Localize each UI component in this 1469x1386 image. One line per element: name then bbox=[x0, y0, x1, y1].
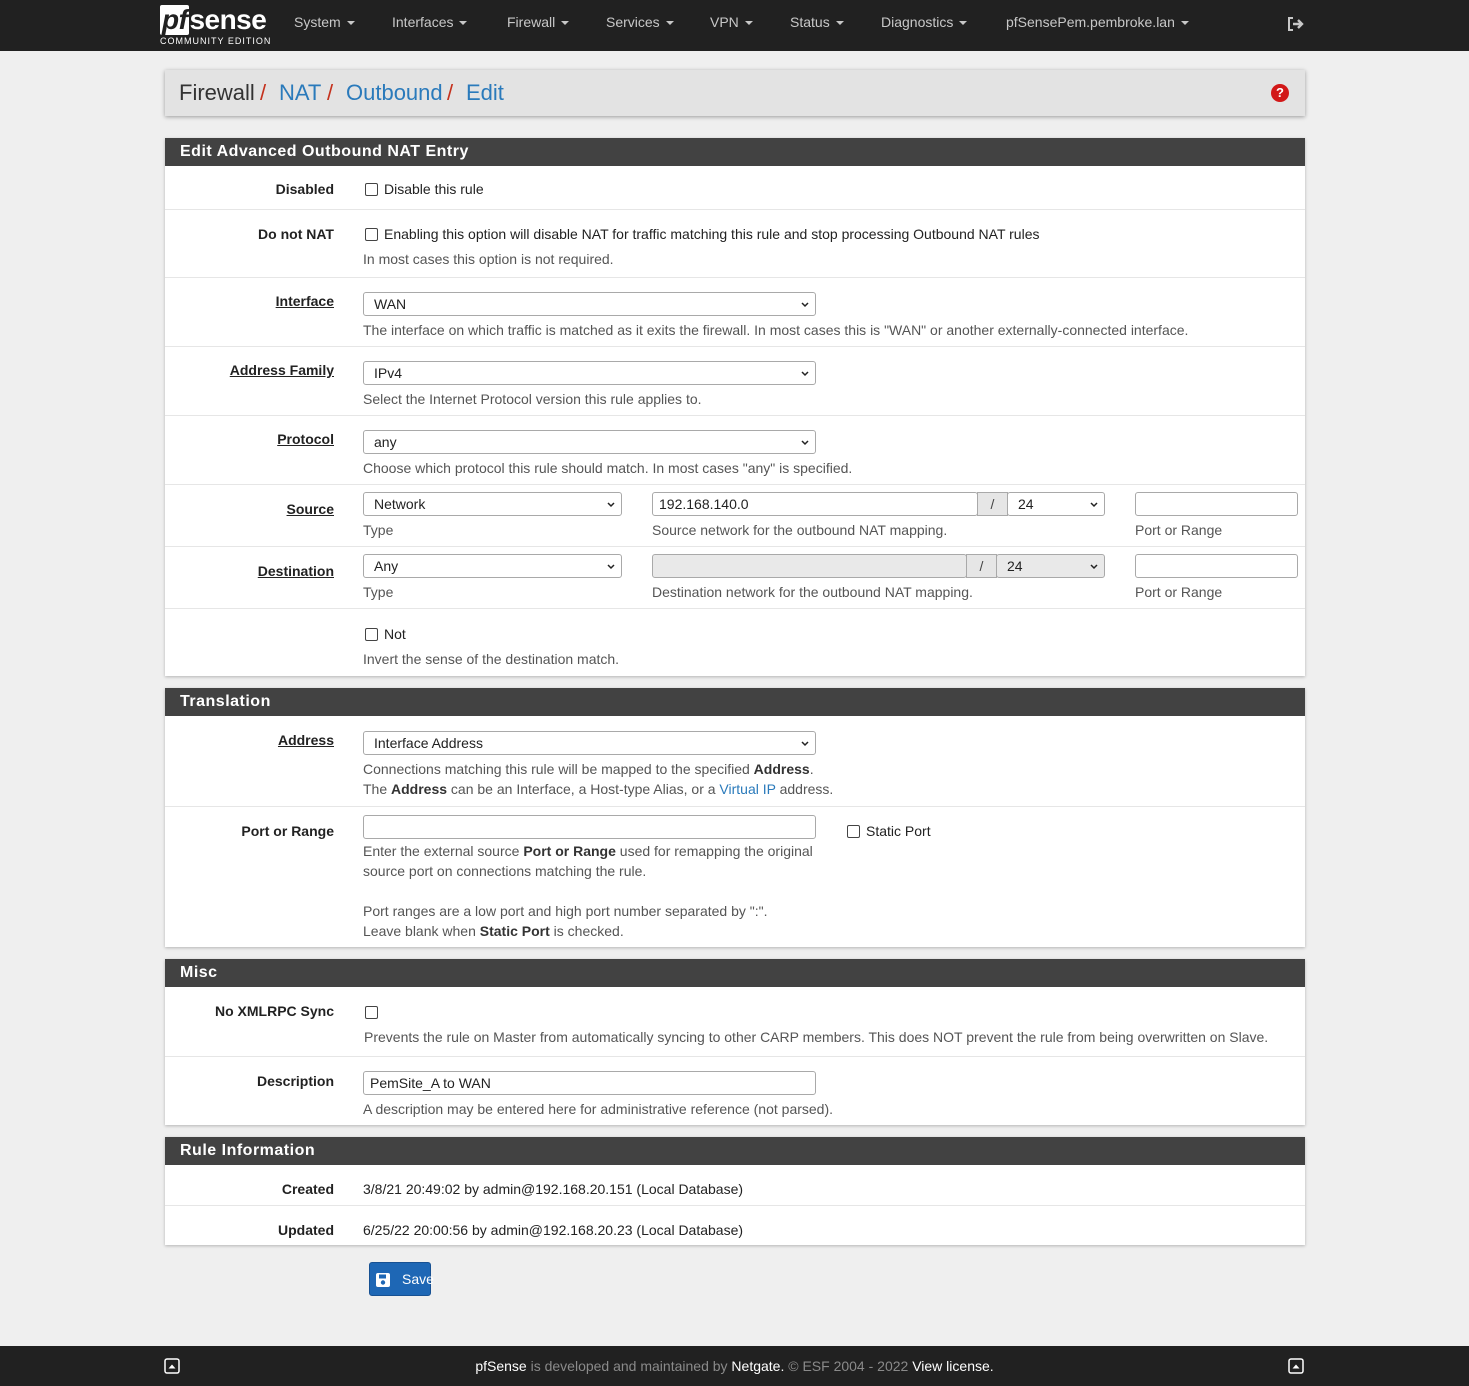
caret-down-icon bbox=[1181, 21, 1189, 25]
port-range-label: Port or Range bbox=[241, 823, 334, 839]
nav-diagnostics[interactable]: Diagnostics bbox=[881, 14, 967, 30]
breadcrumb-edit[interactable]: Edit bbox=[466, 80, 504, 105]
disabled-label: Disabled bbox=[275, 181, 334, 197]
not-row bbox=[165, 608, 1305, 676]
interface-label[interactable]: Interface bbox=[275, 293, 334, 309]
checkbox-box[interactable] bbox=[365, 183, 378, 196]
address-family-help: Select the Internet Protocol version this rule applies to. bbox=[363, 391, 702, 407]
source-type-select[interactable]: Network bbox=[363, 492, 622, 516]
protocol-row bbox=[165, 415, 1305, 484]
virtual-ip-link[interactable]: Virtual IP bbox=[719, 781, 776, 797]
chevron-down-icon bbox=[1090, 563, 1098, 571]
nav-firewall[interactable]: Firewall bbox=[507, 14, 569, 30]
interface-help: The interface on which traffic is matched as it exits the firewall. In most cases this is "WAN" or another externally-connected interface. bbox=[363, 322, 1189, 338]
destination-mask-select[interactable]: 24 bbox=[996, 554, 1105, 578]
chevron-down-icon bbox=[801, 439, 809, 447]
family-row bbox=[165, 346, 1305, 415]
description-label: Description bbox=[256, 1073, 334, 1089]
source-port-input[interactable] bbox=[1135, 492, 1298, 516]
description-row bbox=[165, 1056, 1305, 1125]
translation-panel bbox=[165, 688, 1305, 947]
breadcrumb-separator: / bbox=[447, 80, 454, 105]
updated-value: 6/25/22 20:00:56 by admin@192.168.20.23 (Local Database) bbox=[363, 1222, 744, 1238]
destination-network-input[interactable] bbox=[652, 554, 967, 578]
rule-info-panel bbox=[165, 1137, 1305, 1245]
caret-down-icon bbox=[347, 21, 355, 25]
created-label: Created bbox=[281, 1181, 334, 1197]
description-input[interactable]: PemSite_A to WAN bbox=[363, 1071, 816, 1095]
caret-down-icon bbox=[836, 21, 844, 25]
mask-separator: / bbox=[966, 554, 997, 578]
donotnat-checkbox[interactable]: Enabling this option will disable NAT for traffic matching this rule and stop processing Outbound NAT rules bbox=[365, 226, 1040, 242]
source-type-help: Type bbox=[363, 522, 394, 538]
chevron-down-icon bbox=[801, 370, 809, 378]
address-row bbox=[165, 716, 1305, 806]
caret-down-icon bbox=[666, 21, 674, 25]
protocol-select[interactable]: any bbox=[363, 430, 816, 454]
destination-network-help: Destination network for the outbound NAT mapping. bbox=[652, 584, 973, 600]
translation-port-input[interactable] bbox=[363, 815, 816, 839]
chevron-down-icon bbox=[801, 301, 809, 309]
chevron-down-icon bbox=[801, 740, 809, 748]
source-network-help: Source network for the outbound NAT mapping. bbox=[652, 522, 948, 538]
logout-icon[interactable] bbox=[1286, 15, 1304, 33]
nav-vpn[interactable]: VPN bbox=[710, 14, 753, 30]
translation-address-select[interactable]: Interface Address bbox=[363, 731, 816, 755]
breadcrumb-separator: / bbox=[260, 80, 267, 105]
help-icon[interactable]: ? bbox=[1271, 84, 1289, 102]
source-label[interactable]: Source bbox=[286, 501, 334, 517]
static-port-checkbox[interactable]: Static Port bbox=[847, 823, 931, 839]
address-label[interactable]: Address bbox=[277, 732, 334, 748]
source-port-help: Port or Range bbox=[1135, 522, 1223, 538]
destination-port-help: Port or Range bbox=[1135, 584, 1223, 600]
checkbox-box[interactable] bbox=[365, 1006, 378, 1019]
nav-status[interactable]: Status bbox=[790, 14, 844, 30]
panel-title: Translation bbox=[165, 688, 1305, 716]
breadcrumb-firewall: Firewall bbox=[179, 80, 255, 105]
donotnat-row bbox=[165, 209, 1305, 277]
breadcrumb bbox=[165, 70, 1305, 116]
chevron-down-icon bbox=[607, 563, 615, 571]
not-help: Invert the sense of the destination match. bbox=[363, 651, 620, 667]
interface-row bbox=[165, 277, 1305, 346]
nav-hostname[interactable]: pfSensePem.pembroke.lan bbox=[1006, 14, 1189, 30]
pfsense-logo[interactable]: pfsense COMMUNITY EDITION bbox=[160, 4, 272, 46]
footer bbox=[0, 1346, 1469, 1386]
updated-row bbox=[165, 1205, 1305, 1245]
protocol-label[interactable]: Protocol bbox=[277, 431, 334, 447]
caret-down-icon bbox=[959, 21, 967, 25]
save-button[interactable]: Save bbox=[369, 1262, 431, 1296]
port-range-help: Enter the external source Port or Range used for remapping the original source port on connections matching the rule. Port ranges are a low port and high port number separated by ":". Leave blank when Static Port is checked. bbox=[363, 843, 813, 939]
destination-type-help: Type bbox=[363, 584, 394, 600]
created-value: 3/8/21 20:49:02 by admin@192.168.20.151 (Local Database) bbox=[363, 1181, 744, 1197]
donotnat-label: Do not NAT bbox=[258, 226, 334, 242]
updated-label: Updated bbox=[278, 1222, 334, 1238]
checkbox-box[interactable] bbox=[847, 825, 860, 838]
breadcrumb-outbound[interactable]: Outbound bbox=[346, 80, 443, 105]
not-checkbox[interactable]: Not bbox=[365, 626, 406, 642]
checkbox-box[interactable] bbox=[365, 228, 378, 241]
interface-select[interactable]: WAN bbox=[363, 292, 816, 316]
xmlrpc-help: Prevents the rule on Master from automatically syncing to other CARP members. This does NOT prevent the rule from being overwritten on Slave. bbox=[364, 1029, 1269, 1045]
destination-port-input[interactable] bbox=[1135, 554, 1298, 578]
misc-panel bbox=[165, 959, 1305, 1125]
destination-row bbox=[165, 546, 1305, 608]
chevron-down-icon bbox=[1090, 501, 1098, 509]
floppy-icon bbox=[375, 1272, 391, 1288]
xmlrpc-checkbox[interactable] bbox=[365, 1004, 384, 1020]
breadcrumb-nat[interactable]: NAT bbox=[279, 80, 322, 105]
source-row bbox=[165, 484, 1305, 546]
destination-type-select[interactable]: Any bbox=[363, 554, 622, 578]
xmlrpc-label: No XMLRPC Sync bbox=[214, 1003, 334, 1019]
address-family-label[interactable]: Address Family bbox=[229, 362, 334, 378]
top-navbar bbox=[0, 0, 1469, 51]
destination-label[interactable]: Destination bbox=[257, 563, 334, 579]
panel-title: Misc bbox=[165, 959, 1305, 987]
created-row bbox=[165, 1165, 1305, 1205]
nav-interfaces[interactable]: Interfaces bbox=[392, 14, 467, 30]
source-mask-select[interactable]: 24 bbox=[1007, 492, 1105, 516]
breadcrumb-separator: / bbox=[327, 80, 334, 105]
donotnat-help: In most cases this option is not required. bbox=[363, 251, 614, 267]
source-network-input[interactable]: 192.168.140.0 bbox=[652, 492, 978, 516]
footer-brand-link[interactable]: pfSense bbox=[475, 1358, 527, 1374]
address-family-select[interactable]: IPv4 bbox=[363, 361, 816, 385]
caret-down-icon bbox=[745, 21, 753, 25]
mask-separator: / bbox=[977, 492, 1008, 516]
nav-services[interactable]: Services bbox=[606, 14, 674, 30]
panel-title: Rule Information bbox=[165, 1137, 1305, 1165]
address-help: Connections matching this rule will be mapped to the specified Address. The Address can be an Interface, a Host-type Alias, or a Virtual IP address. bbox=[363, 761, 834, 797]
footer-text: pfSense is developed and maintained by Netgate. © ESF 2004 - 2022 View license. bbox=[475, 1358, 994, 1374]
description-help: A description may be entered here for administrative reference (not parsed). bbox=[363, 1101, 834, 1117]
edit-panel bbox=[165, 138, 1305, 676]
nav-system[interactable]: System bbox=[294, 14, 355, 30]
caret-down-icon bbox=[561, 21, 569, 25]
port-range-row bbox=[165, 806, 1305, 947]
edition-label: COMMUNITY EDITION bbox=[160, 36, 272, 46]
disabled-row bbox=[165, 166, 1305, 209]
disable-rule-checkbox[interactable]: Disable this rule bbox=[365, 181, 484, 197]
checkbox-box[interactable] bbox=[365, 628, 378, 641]
chevron-down-icon bbox=[607, 501, 615, 509]
netgate-link[interactable]: Netgate. bbox=[731, 1358, 785, 1374]
view-license-link[interactable]: View license. bbox=[912, 1358, 994, 1374]
caret-down-icon bbox=[459, 21, 467, 25]
panel-title: Edit Advanced Outbound NAT Entry bbox=[165, 138, 1305, 166]
protocol-help: Choose which protocol this rule should match. In most cases "any" is specified. bbox=[363, 460, 853, 476]
xmlrpc-row bbox=[165, 987, 1305, 1056]
scroll-top-icon[interactable] bbox=[1288, 1358, 1304, 1374]
